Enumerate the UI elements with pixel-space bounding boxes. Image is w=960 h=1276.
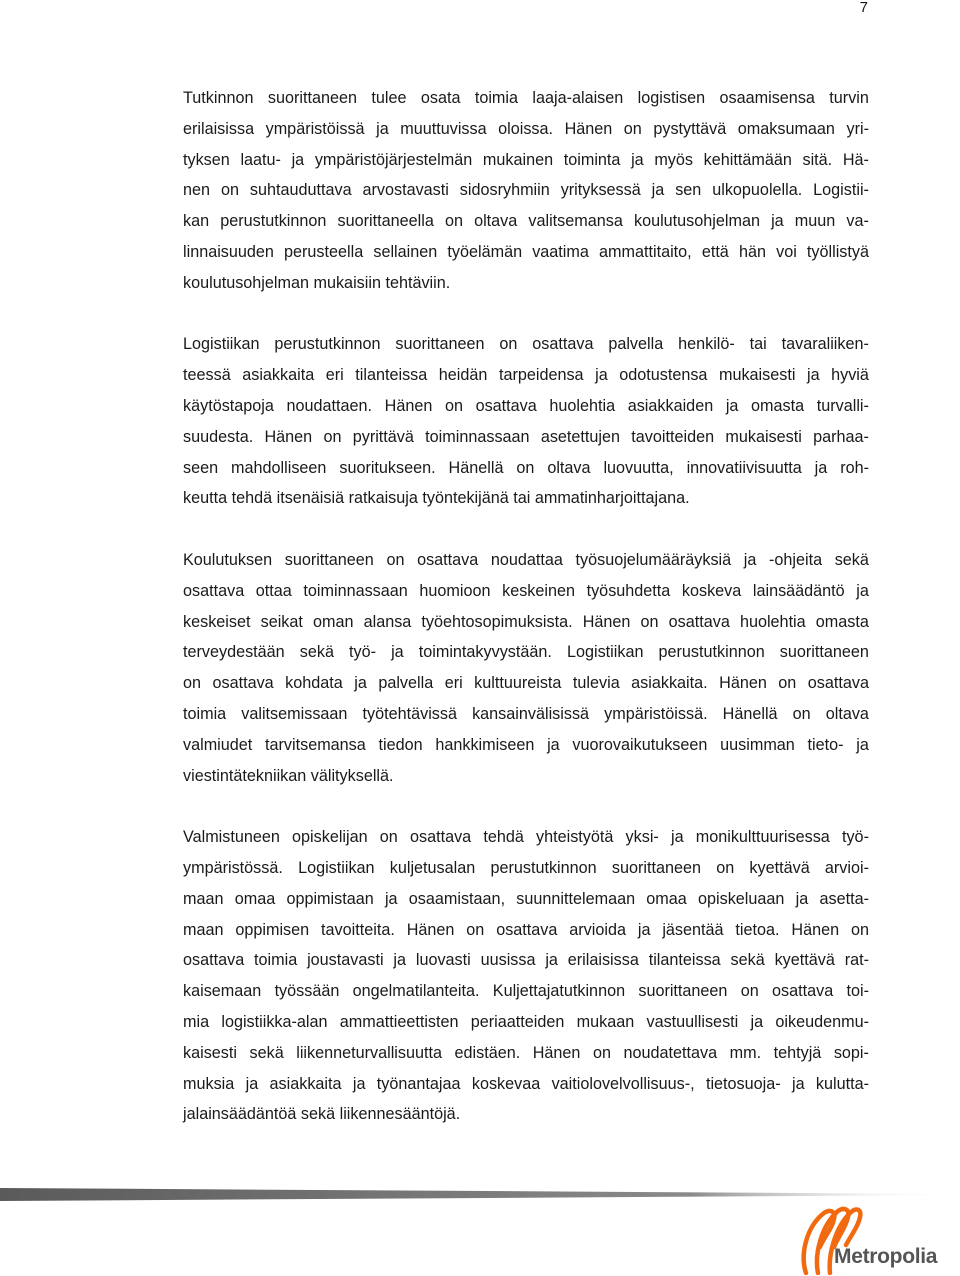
- text-line: maan oppimisen tavoitteita. Hänen on osattava arvioida ja jäsentää tietoa. Hänen on: [183, 920, 869, 939]
- text-line: jalainsäädäntöä sekä liikennesääntöjä.: [183, 1105, 461, 1124]
- text-line: Tutkinnon suorittaneen tulee osata toimia laaja-alaisen logistisen osaamisensa turvin: [183, 89, 869, 107]
- text-line: mia logistiikka-alan ammattieettisten periaatteiden mukaan vastuullisesti ja oikeudenmu-: [183, 1012, 869, 1031]
- text-line: maan omaa oppimistaan ja osaamistaan, suunnittelemaan omaa opiskeluaan ja asetta-: [183, 889, 869, 908]
- text-line: valmiudet tarvitsemansa tiedon hankkimiseen ja vuorovaikutukseen uusimman tieto- ja: [183, 735, 869, 754]
- text-line: viestintätekniikan välityksellä.: [183, 766, 394, 785]
- text-line: nen on suhtauduttava arvostavasti sidosryhmiin yrityksessä ja sen ulkopuolella. Logistii-: [183, 181, 869, 200]
- text-line: Koulutuksen suorittaneen on osattava noudattaa työsuojelumääräyksiä ja -ohjeita sekä: [183, 550, 869, 569]
- text-line: terveydestään sekä työ- ja toimintakyvystään. Logistiikan perustutkinnon suorittaneen: [183, 643, 869, 662]
- text-line: suudesta. Hänen on pyrittävä toiminnassaan asetettujen tavoitteiden mukaisesti parhaa-: [183, 427, 869, 446]
- document-body: [183, 83, 869, 1130]
- paragraph-2: [183, 329, 869, 514]
- text-line: erilaisissa ympäristöissä ja muuttuvissa oloissa. Hänen on pystyttävä omaksumaan yri-: [183, 119, 869, 138]
- text-line: ympäristössä. Logistiikan kuljetusalan perustutkinnon suorittaneen on kyettävä arvioi-: [183, 858, 869, 877]
- text-line: kan perustutkinnon suorittaneella on oltava valitsemansa koulutusohjelman ja muun va-: [183, 212, 869, 231]
- paragraph-4: [183, 822, 869, 1130]
- text-line: koulutusohjelman mukaisiin tehtäviin.: [183, 273, 451, 292]
- text-line: tyksen laatu- ja ympäristöjärjestelmän mukainen toiminta ja myös kehittämään sitä. Hä-: [183, 150, 869, 169]
- text-line: Logistiikan perustutkinnon suorittaneen on osattava palvella henkilö- tai tavaraliiken-: [183, 335, 869, 354]
- text-line: keskeiset seikat oman alansa työehtosopimuksista. Hänen on osattava huolehtia omasta: [183, 612, 869, 631]
- text-line: seen mahdolliseen suoritukseen. Hänellä on oltava luovuutta, innovatiivisuutta ja roh-: [183, 458, 869, 477]
- text-line: keutta tehdä itsenäisiä ratkaisuja työntekijänä tai ammatinharjoittajana.: [183, 489, 690, 508]
- text-line: osattava toimia joustavasti ja luovasti uusissa ja erilaisissa tilanteissa sekä kyettävä rat-: [183, 951, 869, 970]
- text-line: kaisemaan työssään ongelmatilanteita. Kuljettajatutkinnon suorittaneen on osattava toi-: [183, 982, 869, 1001]
- text-line: on osattava kohdata ja palvella eri kulttuureista tulevia asiakkaita. Hänen on osattava: [183, 674, 869, 693]
- paragraph-3: [183, 545, 869, 791]
- text-line: toimia valitsemissaan työtehtävissä kansainvälisissä ympäristöissä. Hänellä on oltava: [183, 704, 869, 723]
- text-line: linnaisuuden perusteella sellainen työelämän vaatima ammattitaito, että hän voi työllistyä: [183, 242, 869, 261]
- page-number: 7: [859, 0, 868, 16]
- text-line: osattava ottaa toiminnassaan huomioon keskeinen työsuhdetta koskeva lainsäädäntö ja: [183, 581, 869, 600]
- paragraph-1: [183, 83, 869, 299]
- text-line: Valmistuneen opiskelijan on osattava tehdä yhteistyötä yksi- ja monikulttuurisessa työ-: [183, 828, 869, 847]
- text-line: muksia ja asiakkaita ja työnantajaa koskevaa vaitiolovelvollisuus-, tietosuoja- ja kulutta-: [183, 1074, 869, 1093]
- text-line: käytöstapoja noudattaen. Hänen on osattava huolehtia asiakkaiden ja omasta turvalli-: [183, 396, 869, 415]
- text-line: kaisesti sekä liikenneturvallisuutta edistäen. Hänen on noudatettava mm. tehtyjä sopi-: [183, 1043, 869, 1062]
- logo-wordmark: Metropolia: [834, 1245, 938, 1268]
- text-line: teessä asiakkaita eri tilanteissa heidän tarpeidensa ja odotustensa mukaisesti ja hyviä: [183, 366, 869, 385]
